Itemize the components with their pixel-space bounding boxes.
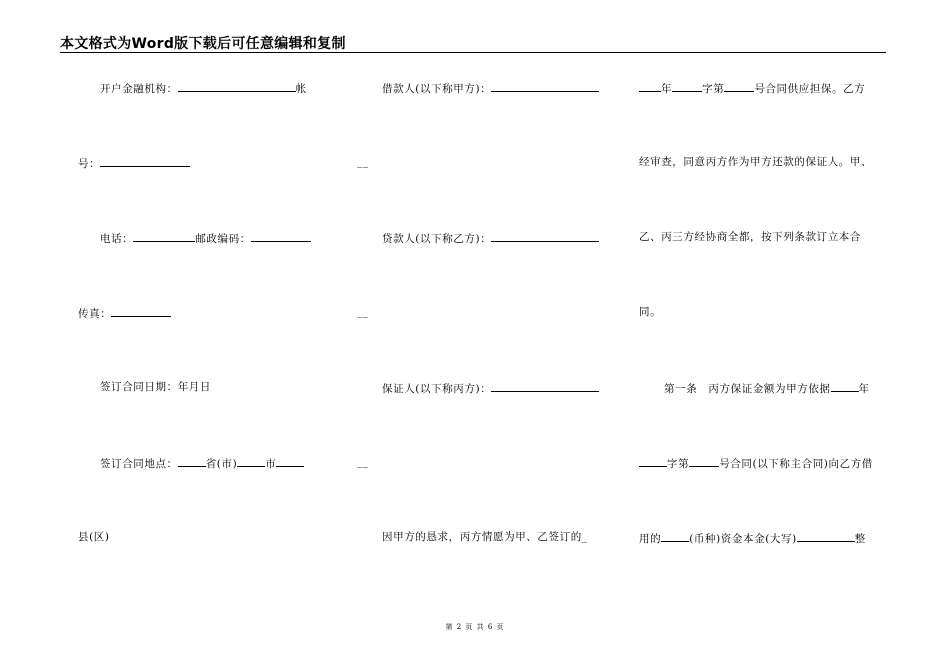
borrower-line [382,80,599,96]
lender-dash: __ [357,306,369,318]
document-header-title: 本文格式为Word版下载后可任意编辑和复制 [60,36,346,52]
province-label: 省(市) [205,458,238,470]
main-contract-text: 号合同(以下称主合同)向乙方借 [719,458,873,470]
phone-label: 电话： [100,233,134,245]
city-label: 市 [265,458,277,470]
article-1-year: 年 [858,383,870,395]
bank-blank [178,80,296,92]
fax-label: 传真： [78,308,112,320]
article-1-line [664,380,870,396]
article-1-year-blank [831,380,859,392]
sign-place-label: 签订合同地点： [100,458,178,470]
zi-blank-2 [639,455,667,467]
reason-line: 因甲方的恳求，丙方情愿为甲、乙签订的_ [382,531,588,543]
province-blank [178,455,206,467]
bank-line [100,80,307,96]
zi-label: 字第 [702,83,725,95]
fax-blank [111,305,171,317]
guarantor-label: 保证人(以下称丙方)： [382,383,492,395]
zi-label-2: 字第 [667,458,690,470]
year-blank [639,80,661,92]
guarantor-line [382,380,599,396]
contract-ref-rest: 号合同供应担保。乙方 [754,83,866,95]
county-line [78,530,110,544]
year-label: 年 [661,83,673,95]
lender-line [382,230,599,246]
page-number: 第 2 页 共 6 页 [445,623,505,631]
contract-ref-line [639,80,865,96]
sign-date-label: 签订合同日期：年月日 [100,381,211,393]
postcode-blank [251,230,311,242]
guarantor-dash: __ [357,456,369,468]
paragraph-line-4: 同。 [639,306,662,318]
phone-blank [133,230,195,242]
borrower-dash: __ [357,156,369,168]
guarantor-blank [491,380,599,392]
account-line [78,155,190,171]
amount-blank [797,530,855,542]
currency-blank [661,530,689,542]
article-1-line-3 [639,530,866,546]
hao-blank-2 [689,455,719,467]
lender-label: 贷款人(以下称乙方)： [382,233,492,245]
currency-text: (币种)资金本金(大写) [689,533,797,545]
use-label: 用的 [639,533,662,545]
sign-date-line [100,380,211,394]
bank-label: 开户金融机构： [100,83,178,95]
account-blank [100,155,190,167]
fax-line [78,305,171,321]
header-divider [60,52,886,53]
postcode-label: 邮政编码： [195,233,251,245]
article-1-line-2 [639,455,873,471]
borrower-label: 借款人(以下称甲方)： [382,83,492,95]
county-label: 县(区) [78,531,110,543]
city-blank [237,455,265,467]
whole-label: 整 [854,533,866,545]
borrower-blank [491,80,599,92]
lender-blank [491,230,599,242]
account-suffix: 帐 [295,83,307,95]
hao-blank [724,80,754,92]
phone-line [100,230,311,246]
sign-place-line [100,455,304,471]
article-1-text: 第一条 丙方保证金额为甲方依据 [664,383,831,395]
account-label: 号： [78,158,101,170]
paragraph-line-2: 经审查，同意丙方作为甲方还款的保证人。甲、 [639,156,873,168]
county-blank [276,455,304,467]
zi-blank [672,80,702,92]
paragraph-line-3: 乙、丙三方经协商全都，按下列条款订立本合 [639,231,861,243]
